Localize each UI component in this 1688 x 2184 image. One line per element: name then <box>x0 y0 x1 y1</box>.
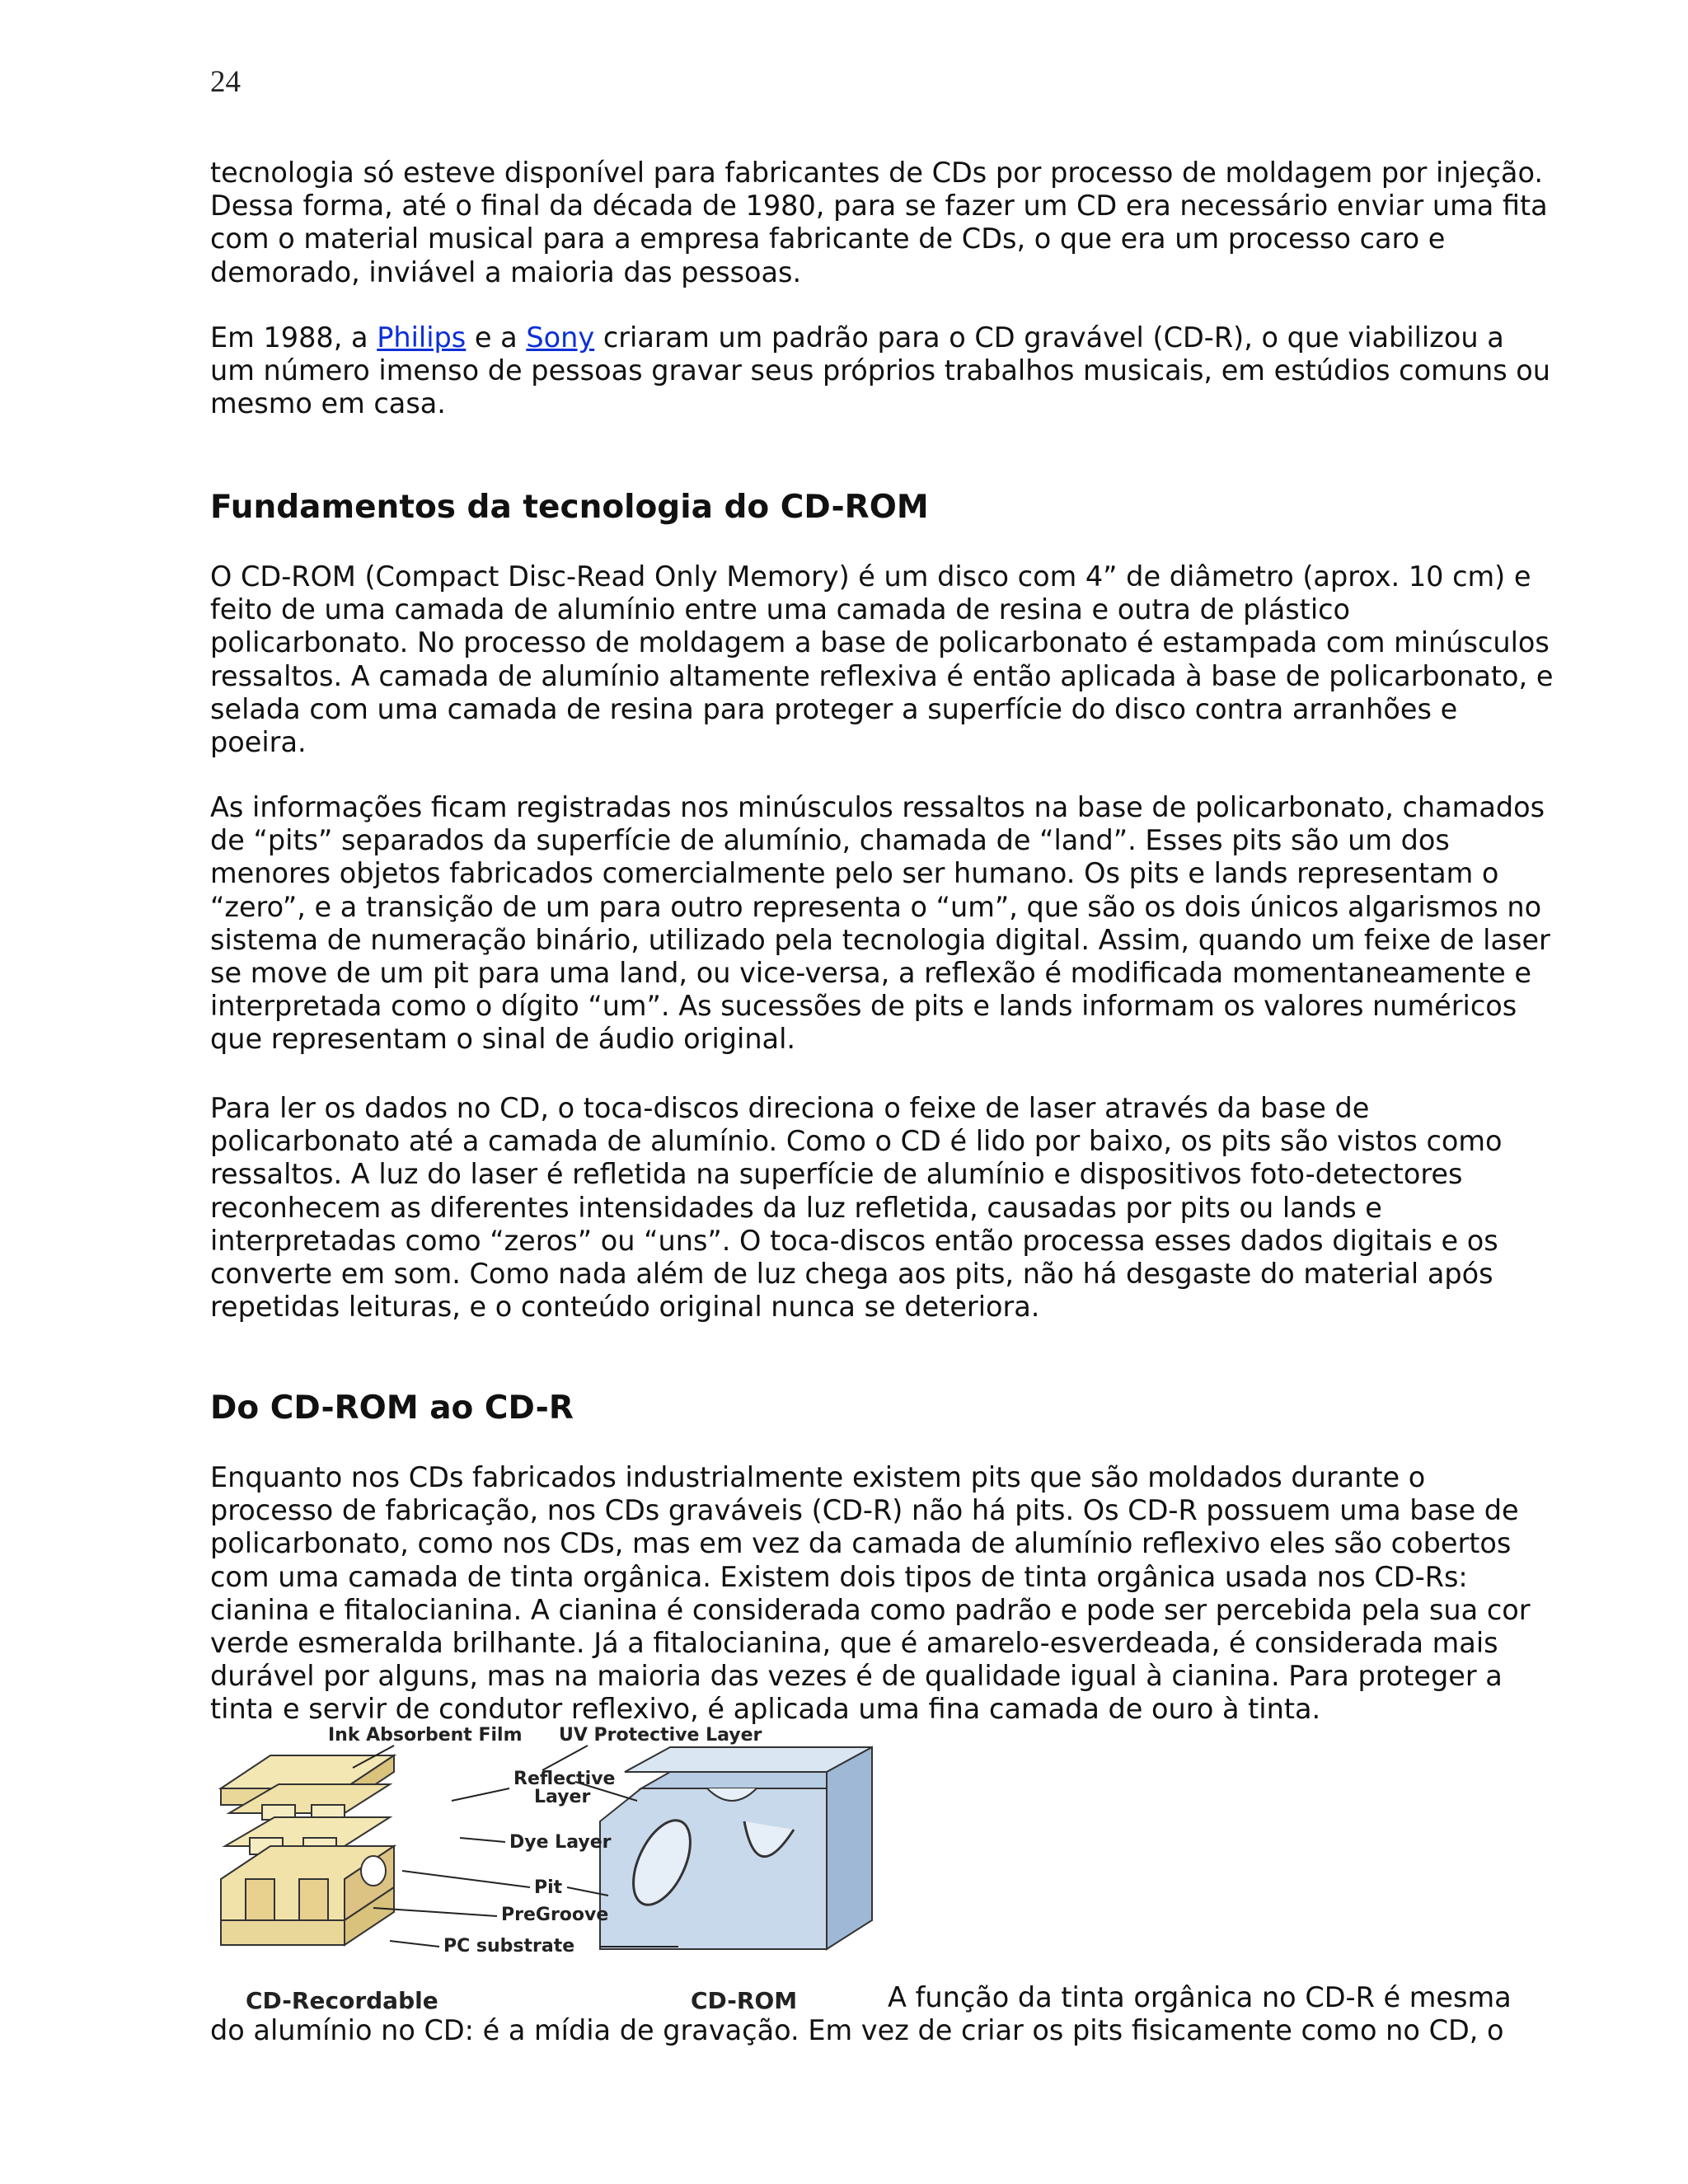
cd-layers-figure <box>213 1722 884 2019</box>
paragraph: tecnologia só esteve disponível para fabricantes de CDs por processo de moldagem por injeção. Dessa forma, até o final da década de 1980, para se fazer um CD era necessário enviar uma fita com o material musical para a empresa fabricante de CDs, o que era um processo caro e demorado, inviável a maioria das pessoas. <box>210 157 1548 288</box>
sony-link[interactable]: Sony <box>526 321 595 354</box>
paragraph: O CD-ROM (Compact Disc-Read Only Memory) é um disco com 4” de diâmetro (aprox. 10 cm) e feito de uma camada de alumínio entre uma camada de resina e outra de plástico policarbonato. No processo de moldagem a base de policarbonato é estampada com minúsculos ressaltos. A camada de alumínio altamente reflexiva é então aplicada à base de policarbonato, e selada com uma camada de resina para proteger a superfície do disco contra arranhões e poeira. <box>210 560 1554 759</box>
paragraph-text: e a <box>466 321 527 354</box>
cd-recordable-illustration <box>221 1755 394 1945</box>
paragraph: Enquanto nos CDs fabricados industrialmente existem pits que são moldados durante o processo de fabricação, nos CDs graváveis (CD-R) não há pits. Os CD-R possuem uma base de policarbonato, como nos CDs, mas em vez da camada de alumínio reflexivo eles são cobertos com uma camada de tinta orgânica. Existem dois tipos de tinta orgânica usada nos CD-Rs: cianina e fitalocianina. A cianina é considerada como padrão e pode ser percebida pela sua cor verde esmeralda brilhante. Já a fitalocianina, que é amarelo-esverdeada, é considerada mais durável por alguns, mas na maioria das vezes é de qualidade igual à cianina. Para proteger a tinta e servir de condutor reflexivo, é aplicada uma fina camada de ouro à tinta. <box>210 1461 1531 1726</box>
cd-rom-caption: CD-ROM <box>691 1987 798 2014</box>
pit-label: Pit <box>534 1877 563 1898</box>
page-number: 24 <box>210 65 241 99</box>
paragraph-text: criaram um padrão para o CD gravável (CD-R), o que viabilizou a um número imenso de pessoas gravar seus próprios trabalhos musicais, em estúdios comuns ou mesmo em casa. <box>210 321 1551 420</box>
uv-layer-label: UV Protective Layer <box>559 1725 762 1746</box>
ink-film-label: Ink Absorbent Film <box>328 1725 523 1746</box>
cd-rom-illustration <box>600 1747 872 1949</box>
paragraph <box>210 321 1554 421</box>
cd-recordable-caption: CD-Recordable <box>246 1987 438 2014</box>
paragraph: As informações ficam registradas nos minúsculos ressaltos na base de policarbonato, chamados de “pits” separados da superfície de alumínio, chamada de “land”. Esses pits são um dos menores objetos fabricados comercialmente pelo ser humano. Os pits e lands representam o “zero”, e a transição de um para outro representa o “um”, que são os dois únicos algarismos no sistema de numeração binário, utilizado pela tecnologia digital. Assim, quando um feixe de laser se move de um pit para uma land, ou vice-versa, a reflexão é modificada momentaneamente e interpretada como o dígito “um”. As sucessões de pits e lands informam os valores numéricos que representam o sinal de áudio original. <box>210 791 1550 1056</box>
reflective-label: Reflective <box>513 1769 616 1789</box>
paragraph-line: do alumínio no CD: é a mídia de gravação. Em vez de criar os pits fisicamente como no CD, o <box>210 2014 1504 2047</box>
philips-link[interactable]: Philips <box>377 321 467 354</box>
section-heading: Do CD-ROM ao CD-R <box>210 1390 574 1427</box>
section-heading: Fundamentos da tecnologia do CD-ROM <box>210 489 929 526</box>
paragraph-line: A função da tinta orgânica no CD-R é mesma <box>888 1981 1512 2013</box>
reflective-label-line2: Layer <box>534 1787 591 1807</box>
substrate-label: PC substrate <box>443 1936 575 1957</box>
paragraph: Para ler os dados no CD, o toca-discos direciona o feixe de laser através da base de policarbonato até a camada de alumínio. Como o CD é lido por baixo, os pits são vistos como ressaltos. A luz do laser é refletida na superfície de alumínio e dispositivos foto-detectores reconhecem as diferentes intensidades da luz refletida, causadas por pits ou lands e interpretadas como “zeros” ou “uns”. O toca-discos então processa esses dados digitais e os converte em som. Como nada além de luz chega aos pits, não há desgaste do material após repetidas leituras, e o conteúdo original nunca se deteriora. <box>210 1092 1503 1324</box>
paragraph-text: Em 1988, a <box>210 321 377 354</box>
cd-layers-diagram <box>213 1722 884 2019</box>
paragraph-after-figure <box>210 1981 1554 2047</box>
dye-layer-label: Dye Layer <box>509 1832 612 1853</box>
pregroove-label: PreGroove <box>501 1905 609 1925</box>
